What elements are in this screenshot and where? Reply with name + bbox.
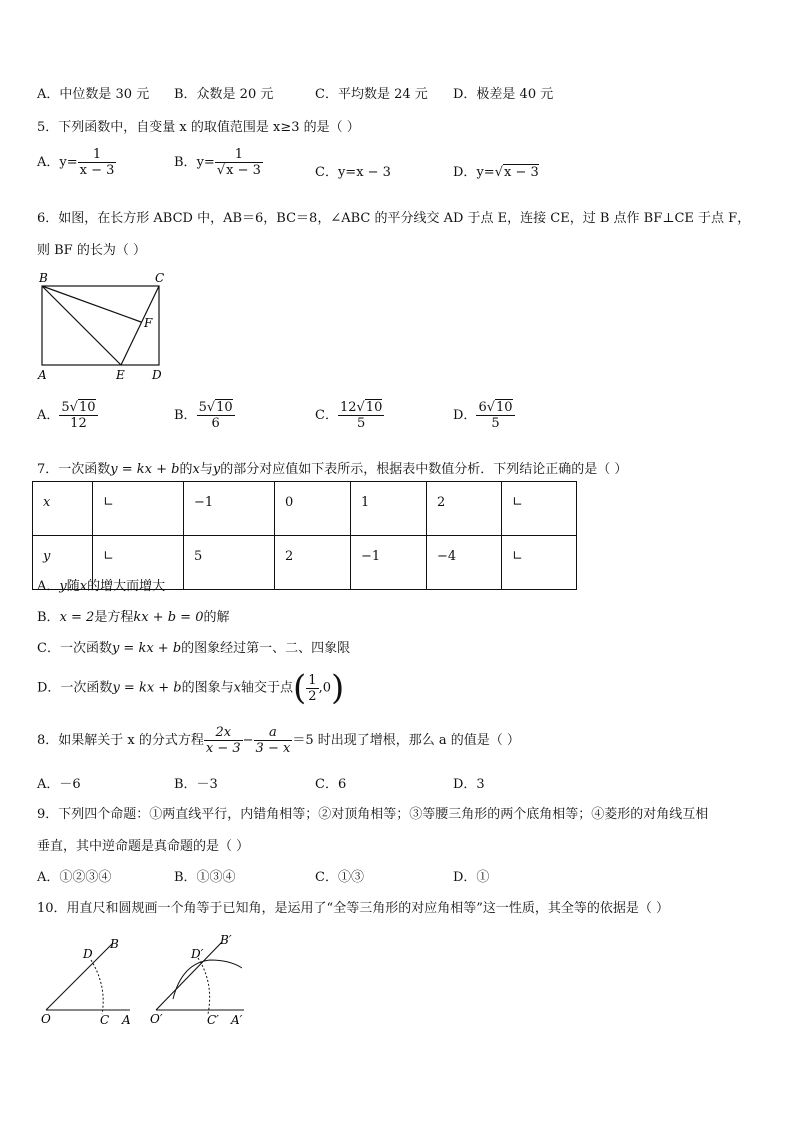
label-c: C: [155, 271, 165, 285]
q6-b-label: B．: [174, 408, 197, 423]
table-cell: 0: [275, 482, 351, 536]
q5-a-label: A．: [37, 155, 60, 170]
angle-a-prime-o-prime-b-prime: [150, 933, 244, 1027]
table-cell: 1: [351, 482, 427, 536]
q8-fraction-1: [204, 725, 243, 756]
fig1-label-a: A: [122, 1013, 131, 1027]
q7-stem-func: y = kx + b: [110, 462, 180, 477]
q7-stem-post: 的部分对应值如下表所示，根据表中数值分析．下列结论正确的是（ ）: [220, 462, 628, 477]
table-cell: y: [33, 536, 93, 590]
q4-option-c: C．平均数是 24 元: [315, 87, 428, 102]
q7-d-mid: 的图象与: [181, 680, 234, 696]
q5-option-a: [37, 147, 116, 178]
q7-d-label: D．一次函数: [37, 680, 113, 696]
q7-b-mid: 是方程: [94, 610, 134, 625]
q9-stem-line2: 垂直，其中逆命题是真命题的是（ ）: [37, 839, 250, 854]
q9-option-d: D．①: [453, 870, 490, 885]
q7-b-eq2: kx + b = 0: [133, 610, 204, 625]
ray-o-prime-b-prime: [156, 942, 222, 1010]
q7-stem-mid1: 的: [179, 462, 193, 477]
q5-stem: 5．下列函数中，自变量 x 的取值范围是 x≥3 的是（ ）: [37, 120, 360, 135]
q7-d-denominator: 2: [308, 688, 317, 704]
q7-stem: [37, 458, 627, 477]
q8-stem: [37, 725, 520, 756]
q6-b-coef: 5: [198, 400, 207, 415]
table-cell: x: [33, 482, 93, 536]
q7-d-mid2: 轴交于点: [241, 680, 294, 696]
q6-d-radicand: 10: [496, 400, 513, 415]
q8-option-d: D．3: [453, 777, 485, 792]
q6-a-numerator: 5√10: [61, 400, 96, 415]
q6-d-denominator: 5: [476, 415, 514, 431]
q6-a-fraction: [59, 400, 97, 431]
q6-option-c: [315, 400, 384, 431]
q6-d-label: D．: [453, 408, 477, 423]
q4-option-a: A．中位数是 30 元: [37, 87, 150, 102]
q7-c-post: 的图象经过第一、二、四象限: [181, 641, 351, 656]
q6-a-label: A．: [37, 408, 60, 423]
q7-a-mid: 随: [66, 579, 80, 594]
q8-option-b: B．－3: [174, 777, 218, 792]
q8-option-c: C．6: [315, 777, 347, 792]
q10-compass-figure: [30, 928, 260, 1033]
q8-f1-denominator: x − 3: [205, 741, 241, 756]
q5-b-radicand: x − 3: [226, 163, 261, 178]
table-cell: ∟: [93, 536, 184, 590]
q6-b-numerator: 5√10: [198, 400, 233, 415]
table-cell: −1: [351, 536, 427, 590]
q7-value-table: [32, 481, 577, 590]
q7-a-post: 的增大而增大: [87, 579, 166, 594]
table-cell: ∟: [93, 482, 184, 536]
table-cell: ∟: [502, 536, 577, 590]
q7-a-x: x: [79, 579, 88, 594]
q9-stem-line1: 9．下列四个命题：①两直线平行，内错角相等；②对顶角相等；③等腰三角形的两个底角相等；④菱形的对角线互相: [37, 807, 709, 822]
q7-option-c: [37, 637, 350, 656]
table-cell: ∟: [502, 482, 577, 536]
fig1-label-o: O: [41, 1012, 51, 1026]
q7-d-func: y = kx + b: [112, 680, 182, 696]
q5-c-expr: y=x − 3: [337, 165, 391, 180]
q8-stem-pre: 8．如果解关于 x 的分式方程: [37, 733, 204, 748]
q7-stem-pre: 7．一次函数: [37, 462, 111, 477]
q5-option-c: [315, 161, 391, 180]
q7-b-post: 的解: [203, 610, 230, 625]
ray-ob: [46, 944, 112, 1010]
q7-c-func: y = kx + b: [111, 641, 182, 656]
q9-option-a: A．①②③④: [37, 870, 112, 885]
q9-option-b: B．①③④: [174, 870, 236, 885]
q5-b-denominator: √x − 3: [216, 163, 261, 178]
q7-stem-mid2: 与: [199, 462, 213, 477]
q5-b-label: B．: [174, 155, 197, 170]
label-d: D: [152, 368, 162, 382]
label-f: F: [144, 316, 153, 330]
q6-a-coef: 5: [61, 400, 70, 415]
q6-c-coef: 12: [339, 400, 357, 415]
table-cell: 5: [184, 536, 275, 590]
q4-option-d: D．极差是 40 元: [453, 87, 554, 102]
q7-d-x: x: [233, 680, 241, 696]
q6-b-denominator: 6: [197, 415, 235, 431]
segment-ce: [121, 286, 159, 365]
segment-bf: [42, 286, 141, 322]
q7-option-d: D．一次函数y = kx + b的图象与x轴交于点( $\frac{1}{2}$ ,0): [37, 668, 345, 708]
q5-a-prefix: y=: [59, 155, 78, 170]
q6-c-denominator: 5: [338, 415, 384, 431]
q5-b-prefix: y=: [196, 155, 215, 170]
q8-f2-numerator: a: [269, 725, 277, 740]
table-cell: −1: [184, 482, 275, 536]
q6-stem-line1: 6．如图，在长方形 ABCD 中，AB＝6，BC＝8，∠ABC 的平分线交 AD 于点 E，连接 CE，过 B 点作 BF⊥CE 于点 F，: [37, 211, 751, 226]
q5-b-numerator: 1: [234, 147, 243, 162]
q6-option-d: [453, 400, 515, 431]
q6-c-label: C．: [315, 408, 338, 423]
fig1-label-d: D: [83, 947, 93, 961]
q10-stem: 10．用直尺和圆规画一个角等于已知角，是运用了“全等三角形的对应角相等”这一性质，其全等的依据是（ ）: [37, 901, 669, 916]
q8-f1-numerator: 2x: [215, 725, 232, 740]
q5-a-numerator: 1: [92, 147, 102, 162]
label-b: B: [39, 271, 48, 285]
fig2-label-o: O′: [150, 1012, 163, 1026]
q6-b-radicand: 10: [216, 400, 233, 415]
segment-be: [42, 286, 121, 365]
arc-d-prime-c-prime: [198, 958, 210, 1014]
table-cell: −4: [427, 536, 502, 590]
q7-stem-x: x: [192, 462, 200, 477]
q6-d-fraction: [476, 400, 514, 431]
fig2-label-c: C′: [207, 1013, 219, 1027]
q7-d-numerator: 1: [308, 672, 317, 688]
table-cell: 2: [427, 482, 502, 536]
fig2-label-a: A′: [231, 1013, 243, 1027]
q9-option-c: C．①③: [315, 870, 364, 885]
fig2-label-d: D′: [191, 947, 204, 961]
q7-b-eq: x = 2: [59, 610, 95, 625]
q5-d-label: D．: [453, 165, 477, 180]
q5-option-d: D．y=√x − 3: [453, 165, 539, 180]
angle-aob: [41, 937, 131, 1027]
q8-stem-post: ＝5 时出现了增根，那么 a 的值是（ ）: [292, 733, 520, 748]
label-e: E: [116, 368, 125, 382]
arc-large: [173, 960, 242, 999]
q5-option-b: [174, 147, 263, 178]
q5-c-label: C．: [315, 165, 338, 180]
q7-d-fraction: [306, 673, 318, 704]
q6-option-b: [174, 400, 235, 431]
q7-b-label: B．: [37, 610, 60, 625]
q6-a-denominator: 12: [59, 415, 97, 431]
fig2-label-b: B′: [220, 933, 232, 947]
q6-c-fraction: [338, 400, 384, 431]
q8-option-a: A．－6: [37, 777, 81, 792]
q5-a-denominator: x − 3: [79, 163, 115, 178]
label-a: A: [38, 368, 47, 382]
q7-option-b: [37, 606, 229, 625]
q6-stem-line2: 则 BF 的长为（ ）: [37, 243, 146, 258]
q8-fraction-2: [254, 725, 293, 756]
q5-d-radicand: x − 3: [503, 165, 539, 180]
table-row: [33, 482, 577, 536]
q7-c-label: C．一次函数: [37, 641, 112, 656]
table-cell: 2: [275, 536, 351, 590]
q7-a-y: y: [59, 579, 67, 594]
q5-a-fraction: [78, 147, 117, 178]
q7-d-zero: ,0: [318, 680, 331, 696]
fig1-label-b: B: [110, 937, 119, 951]
q7-option-a: [37, 575, 165, 594]
q6-rectangle-figure: [30, 268, 180, 386]
q7-stem-y: y: [212, 462, 221, 477]
q5-b-fraction: [215, 147, 263, 178]
q6-b-fraction: [197, 400, 235, 431]
q6-a-radicand: 10: [78, 400, 96, 415]
q5-d-prefix: y=: [476, 165, 495, 180]
q6-c-radicand: 10: [365, 400, 383, 415]
fig1-label-c: C: [100, 1013, 110, 1027]
q8-minus: −: [242, 733, 254, 748]
q8-f2-denominator: 3 − x: [255, 741, 291, 756]
q6-d-coef: 6: [478, 400, 487, 415]
q4-option-b: B．众数是 20 元: [174, 87, 274, 102]
q6-option-a: [37, 400, 98, 431]
q6-c-numerator: 12√10: [339, 400, 383, 415]
q6-d-numerator: 6√10: [478, 400, 513, 415]
arc-dc: [91, 960, 103, 1014]
rectangle-abcd: [42, 286, 159, 365]
q7-a-label: A．: [37, 579, 60, 594]
